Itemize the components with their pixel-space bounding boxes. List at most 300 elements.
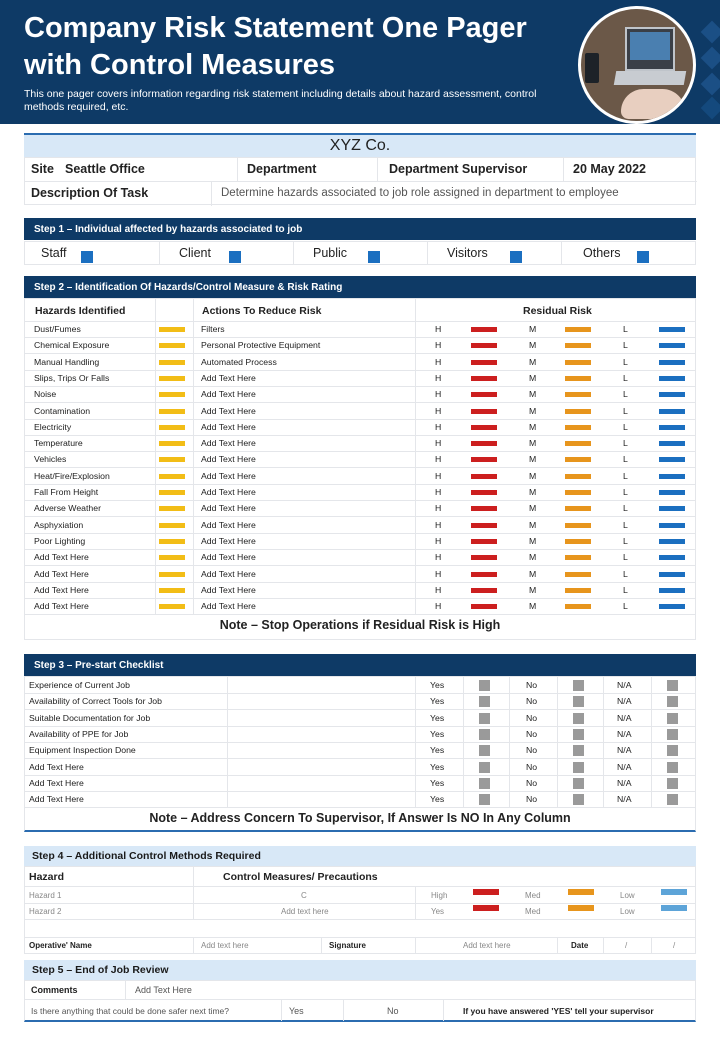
- action-text[interactable]: Add Text Here: [201, 519, 256, 530]
- answer-no-label: No: [526, 794, 538, 805]
- risk-high-label: H: [435, 454, 442, 465]
- risk-high-label: H: [435, 535, 442, 546]
- page-title: Company Risk Statement One Pager with Control Measures: [24, 12, 527, 81]
- action-text[interactable]: Add Text Here: [201, 535, 256, 546]
- risk-high-bar: [471, 327, 497, 332]
- hazard-row: [24, 370, 696, 387]
- risk-medium-bar: [565, 360, 591, 365]
- option-public-label: Public: [313, 246, 348, 260]
- answer-no-label: No: [526, 728, 538, 739]
- supervisor-instruction: If you have answered 'YES' tell your supervisor: [463, 1006, 654, 1016]
- answer-yes-label: Yes: [430, 712, 445, 723]
- answer-no-box[interactable]: [573, 794, 584, 805]
- hazard1-high-label: High: [431, 891, 448, 900]
- risk-low-bar: [659, 409, 685, 414]
- risk-medium-bar: [565, 588, 591, 593]
- action-text[interactable]: Add Text Here: [201, 405, 256, 416]
- option-visitors-checkbox[interactable]: [510, 251, 522, 263]
- risk-medium-bar: [565, 490, 591, 495]
- supervisor-label: Department Supervisor: [389, 162, 528, 176]
- department-label: Department: [247, 162, 317, 176]
- action-text[interactable]: Add Text Here: [201, 584, 256, 595]
- risk-medium-bar: [565, 474, 591, 479]
- answer-yes-box[interactable]: [479, 729, 490, 740]
- risk-medium-bar: [565, 343, 591, 348]
- risk-high-label: H: [435, 552, 442, 563]
- risk-high-label: H: [435, 324, 442, 334]
- answer-na-label: N/A: [617, 680, 632, 690]
- hazard-name: Vehicles: [34, 454, 67, 465]
- col-measures-header: Control Measures/ Precautions: [223, 871, 378, 883]
- answer-yes-label: Yes: [430, 777, 445, 788]
- checklist-row: [24, 759, 696, 776]
- risk-medium-label: M: [529, 438, 537, 449]
- task-label: Description Of Task: [31, 186, 149, 200]
- risk-medium-bar: [565, 457, 591, 462]
- action-text[interactable]: Personal Protective Equipment: [201, 340, 321, 351]
- hand-image: [621, 89, 685, 119]
- hazard-row: [24, 321, 696, 338]
- answer-na-box[interactable]: [667, 762, 678, 773]
- risk-low-bar: [659, 425, 685, 430]
- hazard1-high-bar: [473, 889, 499, 895]
- page-header: [0, 0, 720, 124]
- risk-low-label: L: [623, 519, 628, 530]
- col-actions-header: Actions To Reduce Risk: [202, 305, 322, 317]
- hazard-name: Heat/Fire/Explosion: [34, 470, 110, 481]
- risk-low-bar: [659, 457, 685, 462]
- header-photo: [578, 6, 696, 124]
- hazard-row: [24, 533, 696, 550]
- answer-na-box[interactable]: [667, 729, 678, 740]
- risk-high-label: H: [435, 601, 442, 612]
- col-residual-header: Residual Risk: [523, 305, 592, 317]
- checklist-item: Add Text Here: [29, 761, 84, 772]
- answer-na-label: N/A: [617, 712, 632, 723]
- answer-no-box[interactable]: [573, 729, 584, 740]
- answer-yes-label: Yes: [430, 761, 445, 772]
- answer-na-label: N/A: [617, 696, 632, 707]
- answer-na-label: N/A: [617, 728, 632, 739]
- risk-high-bar: [471, 409, 497, 414]
- hazard-flag: [159, 376, 185, 381]
- action-text[interactable]: Automated Process: [201, 356, 277, 367]
- step5-table: [24, 980, 696, 1022]
- risk-low-bar: [659, 327, 685, 332]
- checklist-item: Add Text Here: [29, 777, 84, 788]
- hazard-name: Add Text Here: [34, 584, 89, 595]
- hazard-row: [24, 582, 696, 599]
- answer-no-label: No: [526, 745, 538, 756]
- risk-high-label: H: [435, 470, 442, 481]
- risk-low-label: L: [623, 470, 628, 481]
- answer-yes-box[interactable]: [479, 762, 490, 773]
- answer-yes-label: Yes: [430, 696, 445, 707]
- answer-na-box[interactable]: [667, 778, 678, 789]
- checklist-item: Equipment Inspection Done: [29, 745, 136, 756]
- risk-medium-label: M: [529, 535, 537, 546]
- hazard-row: [24, 451, 696, 468]
- action-text[interactable]: Add Text Here: [201, 568, 256, 579]
- risk-low-bar: [659, 588, 685, 593]
- hazard-flag: [159, 360, 185, 365]
- hazard2-med-bar: [568, 905, 594, 911]
- checklist-row: [24, 742, 696, 759]
- date-separator: /: [625, 941, 628, 950]
- checklist-item: Availability of PPE for Job: [29, 728, 129, 739]
- answer-na-box[interactable]: [667, 794, 678, 805]
- answer-na-box[interactable]: [667, 680, 678, 691]
- checklist-row: [24, 693, 696, 710]
- risk-high-label: H: [435, 389, 442, 400]
- option-staff-checkbox[interactable]: [81, 251, 93, 263]
- hazard-row: [24, 500, 696, 517]
- risk-high-bar: [471, 343, 497, 348]
- checklist-item: Experience of Current Job: [29, 680, 130, 690]
- step3-title: Step 3 – Pre-start Checklist: [34, 660, 164, 671]
- answer-na-label: N/A: [617, 745, 632, 756]
- risk-low-bar: [659, 474, 685, 479]
- date-value: 20 May 2022: [573, 162, 646, 176]
- risk-low-label: L: [623, 601, 628, 612]
- hazard-name: Chemical Exposure: [34, 340, 110, 351]
- risk-medium-label: M: [529, 421, 537, 432]
- answer-yes-box[interactable]: [479, 696, 490, 707]
- phone-image: [585, 53, 599, 83]
- decor-diamond: [701, 97, 720, 120]
- hazard-flag: [159, 604, 185, 609]
- option-visitors-label: Visitors: [447, 246, 488, 260]
- risk-medium-label: M: [529, 454, 537, 465]
- hazard-row: [24, 598, 696, 615]
- answer-na-label: N/A: [617, 777, 632, 788]
- risk-high-bar: [471, 523, 497, 528]
- operative-label: Operative' Name: [29, 941, 92, 950]
- hazard-name: Noise: [34, 389, 57, 400]
- hazard-row: [24, 386, 696, 403]
- signature-value[interactable]: Add text here: [463, 941, 511, 950]
- answer-no-label: No: [526, 777, 538, 788]
- risk-low-label: L: [623, 503, 628, 514]
- risk-high-bar: [471, 474, 497, 479]
- risk-medium-bar: [565, 392, 591, 397]
- action-text[interactable]: Add Text Here: [201, 438, 256, 449]
- step3-header: [24, 654, 696, 676]
- risk-high-bar: [471, 572, 497, 577]
- step4-table: [24, 866, 696, 954]
- hazard-flag: [159, 457, 185, 462]
- answer-yes-box[interactable]: [479, 778, 490, 789]
- risk-low-bar: [659, 555, 685, 560]
- step3-note: [24, 811, 696, 825]
- risk-medium-label: M: [529, 552, 537, 563]
- step2-header: [24, 276, 696, 298]
- checklist-row: [24, 677, 696, 694]
- risk-high-label: H: [435, 584, 442, 595]
- hazard-row: [24, 566, 696, 583]
- hazard-row: [24, 419, 696, 436]
- checklist-row: [24, 791, 696, 808]
- answer-na-box[interactable]: [667, 696, 678, 707]
- hazard2-label: Hazard 2: [29, 907, 62, 916]
- action-text[interactable]: Add Text Here: [201, 601, 256, 612]
- hazard-name: Fall From Height: [34, 487, 99, 497]
- risk-low-bar: [659, 360, 685, 365]
- hazard1-label: Hazard 1: [29, 891, 62, 900]
- risk-high-label: H: [435, 356, 442, 367]
- answer-yes-label: Yes: [430, 745, 445, 756]
- risk-high-bar: [471, 425, 497, 430]
- signature-label: Signature: [329, 941, 366, 950]
- checklist-row: [24, 710, 696, 727]
- company-info-table: [24, 157, 696, 205]
- hazard1-measure[interactable]: C: [301, 891, 307, 900]
- risk-medium-label: M: [529, 340, 537, 351]
- step1-options: [24, 241, 696, 265]
- hazard-name: Manual Handling: [34, 356, 100, 367]
- hazard1-med-label: Med: [525, 891, 541, 900]
- answer-yes-box[interactable]: [479, 794, 490, 805]
- risk-low-label: L: [623, 552, 628, 563]
- risk-low-bar: [659, 539, 685, 544]
- checklist-item: Suitable Documentation for Job: [29, 712, 151, 723]
- risk-medium-label: M: [529, 601, 537, 612]
- hazard-name: Dust/Fumes: [34, 324, 81, 334]
- hazard1-med-bar: [568, 889, 594, 895]
- hazard-flag: [159, 506, 185, 511]
- hazard-row: [24, 435, 696, 452]
- hazard-flag: [159, 523, 185, 528]
- risk-high-label: H: [435, 421, 442, 432]
- risk-low-label: L: [623, 324, 628, 334]
- risk-high-label: H: [435, 519, 442, 530]
- decor-diamond: [701, 21, 720, 44]
- step5-header: [24, 960, 696, 980]
- action-text[interactable]: Filters: [201, 324, 225, 334]
- risk-high-label: H: [435, 340, 442, 351]
- action-text[interactable]: Add Text Here: [201, 470, 256, 481]
- risk-medium-bar: [565, 441, 591, 446]
- checklist-item: Availability of Correct Tools for Job: [29, 696, 162, 707]
- hazard-name: Electricity: [34, 421, 72, 432]
- hazard-row: [24, 549, 696, 566]
- hazard1-low-label: Low: [620, 891, 635, 900]
- risk-medium-label: M: [529, 356, 537, 367]
- risk-medium-bar: [565, 555, 591, 560]
- hazard-name: Adverse Weather: [34, 503, 101, 514]
- hazard-row: [24, 403, 696, 420]
- risk-low-bar: [659, 572, 685, 577]
- site-value: Seattle Office: [65, 162, 145, 176]
- step4-header: [24, 846, 696, 866]
- risk-high-label: H: [435, 568, 442, 579]
- step1-header: [24, 218, 696, 240]
- step2-note-text: Note – Stop Operations if Residual Risk is High: [219, 618, 501, 632]
- risk-medium-bar: [565, 506, 591, 511]
- risk-medium-label: M: [529, 584, 537, 595]
- hazard-name: Asphyxiation: [34, 519, 84, 530]
- hazard2-measure[interactable]: Add text here: [281, 907, 329, 916]
- risk-medium-label: M: [529, 503, 537, 514]
- answer-yes-box[interactable]: [479, 680, 490, 691]
- risk-medium-label: M: [529, 519, 537, 530]
- hazard-flag: [159, 327, 185, 332]
- risk-high-bar: [471, 506, 497, 511]
- risk-medium-label: M: [529, 568, 537, 579]
- option-client-checkbox[interactable]: [229, 251, 241, 263]
- answer-na-box[interactable]: [667, 713, 678, 724]
- hazard-row: [24, 337, 696, 354]
- hazard-name: Poor Lighting: [34, 535, 86, 546]
- answer-no-box[interactable]: [573, 696, 584, 707]
- hazard-flag: [159, 441, 185, 446]
- answer-no-box[interactable]: [573, 713, 584, 724]
- risk-high-bar: [471, 360, 497, 365]
- hazard-flag: [159, 425, 185, 430]
- decor-diamond: [701, 47, 720, 70]
- risk-low-bar: [659, 506, 685, 511]
- risk-high-bar: [471, 588, 497, 593]
- risk-medium-bar: [565, 539, 591, 544]
- risk-medium-label: M: [529, 405, 537, 416]
- answer-no-label: No: [526, 680, 538, 690]
- date-label: Date: [571, 941, 589, 950]
- answer-yes-box[interactable]: [479, 745, 490, 756]
- hazard-flag: [159, 392, 185, 397]
- step2-note: [24, 618, 696, 632]
- risk-high-bar: [471, 539, 497, 544]
- risk-medium-label: M: [529, 372, 537, 383]
- safer-question: Is there anything that could be done safer next time?: [31, 1006, 229, 1016]
- option-public-checkbox[interactable]: [368, 251, 380, 263]
- action-text[interactable]: Add Text Here: [201, 421, 256, 432]
- answer-no-label: No: [526, 712, 538, 723]
- comments-label: Comments: [31, 985, 78, 995]
- action-text[interactable]: Add Text Here: [201, 503, 256, 514]
- hazard2-low-bar: [661, 905, 687, 911]
- hazard-flag: [159, 555, 185, 560]
- comments-value[interactable]: Add Text Here: [135, 985, 192, 995]
- hazard1-low-bar: [661, 889, 687, 895]
- risk-high-label: H: [435, 503, 442, 514]
- site-label: Site: [31, 162, 54, 176]
- risk-high-label: H: [435, 487, 442, 497]
- hazard-flag: [159, 539, 185, 544]
- date-separator: /: [673, 941, 676, 950]
- risk-low-label: L: [623, 356, 628, 367]
- answer-no-box[interactable]: [573, 745, 584, 756]
- answer-no-box[interactable]: [573, 762, 584, 773]
- risk-medium-label: M: [529, 487, 537, 497]
- laptop-image: [625, 27, 675, 71]
- step4-title: Step 4 – Additional Control Methods Required: [32, 850, 261, 862]
- risk-high-label: H: [435, 405, 442, 416]
- option-staff-label: Staff: [41, 246, 67, 260]
- action-text[interactable]: Add Text Here: [201, 454, 256, 465]
- operative-value[interactable]: Add text here: [201, 941, 249, 950]
- risk-high-label: H: [435, 438, 442, 449]
- risk-low-label: L: [623, 454, 628, 465]
- hazard-name: Add Text Here: [34, 568, 89, 579]
- action-text[interactable]: Add Text Here: [201, 552, 256, 563]
- hazard2-high-label: Yes: [431, 907, 445, 916]
- hazard-name: Add Text Here: [34, 552, 89, 563]
- risk-low-label: L: [623, 568, 628, 579]
- risk-low-bar: [659, 392, 685, 397]
- hazard-name: Add Text Here: [34, 601, 89, 612]
- hazard-name: Temperature: [34, 438, 83, 449]
- hazard-flag: [159, 343, 185, 348]
- checklist-row: [24, 775, 696, 792]
- risk-medium-bar: [565, 409, 591, 414]
- answer-no[interactable]: No: [387, 1006, 399, 1016]
- risk-high-bar: [471, 376, 497, 381]
- risk-low-label: L: [623, 535, 628, 546]
- hazard-flag: [159, 588, 185, 593]
- hazard-row: [24, 517, 696, 534]
- hazard-row: [24, 354, 696, 371]
- step1-title: Step 1 – Individual affected by hazards associated to job: [34, 224, 303, 235]
- answer-yes-box[interactable]: [479, 713, 490, 724]
- answer-yes[interactable]: Yes: [289, 1006, 304, 1016]
- action-text[interactable]: Add Text Here: [201, 487, 256, 497]
- risk-high-bar: [471, 457, 497, 462]
- hazard-row: [24, 484, 696, 501]
- risk-medium-bar: [565, 604, 591, 609]
- task-value: Determine hazards associated to job role assigned in department to employee: [221, 187, 619, 199]
- company-name: XYZ Co.: [329, 137, 391, 154]
- decor-diamond: [701, 73, 720, 96]
- answer-na-box[interactable]: [667, 745, 678, 756]
- risk-low-label: L: [623, 487, 628, 497]
- risk-low-bar: [659, 343, 685, 348]
- hazard-flag: [159, 409, 185, 414]
- answer-no-box[interactable]: [573, 778, 584, 789]
- answer-yes-label: Yes: [430, 794, 445, 805]
- risk-medium-bar: [565, 523, 591, 528]
- risk-medium-bar: [565, 376, 591, 381]
- risk-low-label: L: [623, 405, 628, 416]
- checklist-row: [24, 726, 696, 743]
- company-name-bar: [24, 133, 696, 157]
- step2-title: Step 2 – Identification Of Hazards/Control Measure & Risk Rating: [34, 282, 343, 293]
- risk-low-label: L: [623, 389, 628, 400]
- risk-high-bar: [471, 555, 497, 560]
- risk-high-bar: [471, 490, 497, 495]
- option-others-checkbox[interactable]: [637, 251, 649, 263]
- answer-no-label: No: [526, 696, 538, 707]
- hazard-name: Contamination: [34, 405, 91, 416]
- hazard-flag: [159, 490, 185, 495]
- step5-title: Step 5 – End of Job Review: [32, 964, 169, 976]
- risk-medium-label: M: [529, 389, 537, 400]
- action-text[interactable]: Add Text Here: [201, 372, 256, 383]
- option-client-label: Client: [179, 246, 211, 260]
- step3-note-text: Note – Address Concern To Supervisor, If Answer Is NO In Any Column: [149, 811, 571, 825]
- hazard-name: Slips, Trips Or Falls: [34, 372, 110, 383]
- answer-no-label: No: [526, 761, 538, 772]
- action-text[interactable]: Add Text Here: [201, 389, 256, 400]
- risk-low-bar: [659, 490, 685, 495]
- answer-no-box[interactable]: [573, 680, 584, 691]
- hazard-flag: [159, 474, 185, 479]
- col-hazards-header: Hazards Identified: [35, 305, 126, 317]
- answer-yes-label: Yes: [430, 728, 445, 739]
- hazard2-high-bar: [473, 905, 499, 911]
- answer-yes-label: Yes: [430, 680, 445, 690]
- answer-na-label: N/A: [617, 761, 632, 772]
- checklist-item: Add Text Here: [29, 794, 84, 805]
